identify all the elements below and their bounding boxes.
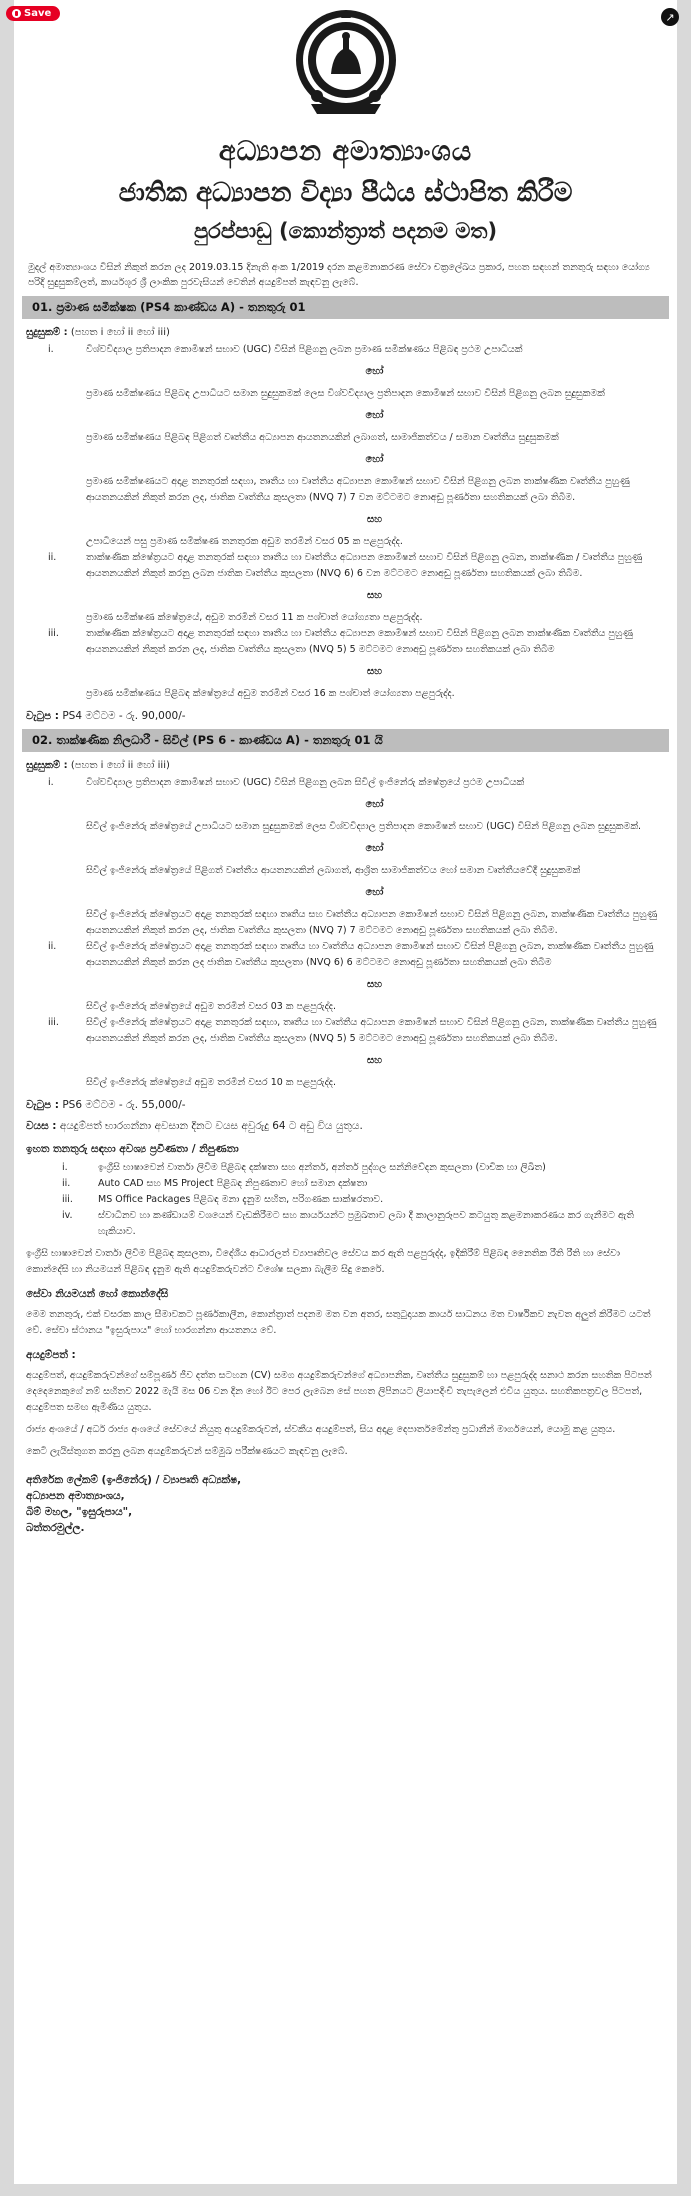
- item-body: [86, 1015, 663, 1091]
- item-paragraph: සිවිල් ඉංජිනේරු ක්ෂේත්‍රයේ අඩුම තරමින් වසර 03 ක පළපුරුද්ද.: [86, 1001, 337, 1012]
- item-paragraph: සිවිල් ඉංජිනේරු ක්ෂේත්‍රයට අදාළ තනතුරක් සඳහා, තෘතීය හා වෘත්තීය අධ්‍යාපන කොමිෂන් සභාව විසින් පිළිගනු ලබන, තාක්ෂණික වෘත්තීය පුහුණු ආයතනයකින් නිකුත් කරන ලද, ජාතික වෘත්තීය කුසලතා (NVQ 5) 5 මට්ටමට නොඅඩු පූර්ණතා සහතිකයක් ලබා තිබීම.: [86, 1017, 657, 1044]
- item-paragraph: ප්‍රමාණ සමීක්ෂණය පිළිබඳ පිළිගත් වෘත්තීය අධ්‍යාපන ආයතනයකින් ලබාගත්, සාමාජිකත්වය / සමාන වෘත්තීය සුදුසුකමක්: [86, 432, 559, 443]
- govt-applicants-text: රාජ්‍ය අංශයේ / අර්ධ රාජ්‍ය අංශයේ සේවයේ නියුතු අයදුම්කරුවන්, ස්වකීය අයදුම්පත්, සිය අදාළ දෙපාර්තමේන්තු ප්‍රධානීන් මාර්ගයෙන්, යොමු කළ යුතුය.: [26, 1424, 616, 1435]
- salary-value: PS6 මට්ටම - රු. 55,000/-: [62, 1099, 186, 1111]
- item-body: [86, 550, 663, 626]
- item-number: i.: [48, 344, 54, 355]
- sri-lanka-emblem-icon: [291, 4, 401, 122]
- apply-text: අයදුම්පත්, අයදුම්කරුවන්ගේ සම්පූර්ණ ජීව දත්ත සටහන (CV) සමග අයදුම්කරුවන්ගේ අධ්‍යාපනික, වෘත්තීය සුදුසුකම් හා පළපුරුද්ද සනාථ කරන සහතික පිටපත් දෙදෙනෙකුගේ නම් සහිතව 2022 මැයි මස 06 වන දින හෝ ඊට පෙර ලැබෙන සේ පහත ලිපිනයට ලියාපදිංචි තැපැලෙන් එවිය යුතුය. සහතිකපත්‍රවල පිටපත්, අයදුම්පත සමඟ ඇමිණිය යුතුය.: [26, 1370, 652, 1413]
- expand-icon[interactable]: ↗: [661, 8, 679, 26]
- item-body: [86, 939, 663, 1015]
- skill-number: iv.: [62, 1210, 73, 1221]
- conjunction: හෝ: [365, 410, 384, 421]
- qualification-item: [42, 1015, 663, 1091]
- skills-list: [22, 1160, 669, 1240]
- conjunction: සහ: [366, 514, 383, 525]
- item-paragraph: ප්‍රමාණ සමීක්ෂණය පිළිබඳ උපාධියට සමාන සුදුසුකමක් ලෙස විශ්වවිද්‍යාල ප්‍රතිපාදන කොමිෂන් සභාව විසින් පිළිගනු ලබන සුදුසුකමක්: [86, 388, 605, 399]
- conjunction: සහ: [366, 1055, 383, 1066]
- section-bar: 02. තාක්ෂණික නිලධාරී - සිවිල් (PS 6 - කාණ්ඩය A) - තනතුරු 01 යි: [22, 729, 669, 752]
- item-number: iii.: [48, 628, 59, 639]
- item-number: ii.: [48, 941, 57, 952]
- save-button[interactable]: [6, 6, 60, 21]
- salary-value: PS4 මට්ටම - රු. 90,000/-: [62, 710, 186, 722]
- item-paragraph: විශ්වවිද්‍යාල ප්‍රතිපාදන කොමිෂන් සභාව (UGC) විසින් පිළිගනු ලබන ප්‍රමාණ සමීක්ෂණය පිළිබඳ ප්‍රථම උපාධියක්: [86, 344, 523, 355]
- qualification-item: [42, 550, 663, 626]
- vacancy-sections: [22, 296, 669, 1112]
- skill-number: ii.: [62, 1178, 71, 1189]
- item-paragraph: සිවිල් ඉංජිනේරු ක්ෂේත්‍රයේ පිළිගත් වෘත්තීය ආයතනයකින් ලබාගත්, ආශ්‍රිත සාමාජිකත්වය හෝ සමාන වෘත්තීයවේදී සුදුසුකමක්: [86, 865, 581, 876]
- item-number: ii.: [48, 552, 57, 563]
- advertisement: [14, 0, 677, 2196]
- qualifications-label: [26, 327, 669, 338]
- conjunction: හෝ: [365, 454, 384, 465]
- note-paragraph: ඉංග්‍රීසි භාෂාවෙන් වාර්තා ලිවීම පිළිබඳ කුසලතා, විදේශීය ආධාරලත් ව්‍යාපෘතිවල සේවය කර ඇති පළපුරුද්ද, ඉදිකිරීම් පිළිබඳ නෛතික රීති රීති හා සේවා කොන්දේසි හා නියමයන් පිළිබඳ දැනුම ඇති අයදුම්කරුවන්ට විශේෂ සලකා බැලීම සිදු කෙරේ.: [26, 1248, 620, 1275]
- terms-heading: සේවා නියමයන් හෝ කොන්දේසි: [26, 1288, 169, 1300]
- qualifications-title: සුදුසුකම් :: [26, 327, 68, 338]
- apply-heading: අයදුම්පත් :: [26, 1349, 76, 1361]
- item-body: [86, 342, 663, 550]
- salary-label: වැටුප :: [26, 1099, 59, 1111]
- item-number: iii.: [48, 1017, 59, 1028]
- conjunction: සහ: [366, 979, 383, 990]
- qualification-item: [42, 626, 663, 702]
- address-line: බත්තරමුල්ල.: [26, 1522, 85, 1534]
- item-paragraph: ප්‍රමාණ සමීක්ෂණය පිළිබඳ ක්ෂේත්‍රයේ අඩුම තරමින් වසර 16 ක පශ්චාත් යෝග්‍යතා පළපුරුද්ද.: [86, 688, 455, 699]
- save-label: Save: [24, 8, 52, 19]
- skill-number: iii.: [62, 1194, 73, 1205]
- ministry-title: අධ්‍යාපන අමාත්‍යාංශය: [218, 136, 473, 167]
- skill-item: [62, 1176, 669, 1192]
- qualification-item: [42, 342, 663, 550]
- skill-text: Auto CAD සහ MS Project පිළිබඳ නිපුණතාව හෝ සමාන දක්ෂතා: [98, 1178, 368, 1189]
- conjunction: සහ: [366, 590, 383, 601]
- intro-paragraph: මුදල් අමාත්‍යාංශය විසින් නිකුත් කරන ලද 2019.03.15 දිනැති අංක 1/2019 දරන කළමනාකරණ සේවා චක්‍රලේඛය ප්‍රකාර, පහත සඳහන් තනතුරු සඳහා යෝග්‍ය පරිදි සුදුසුකම්ලත්, කාර්යශූර ශ්‍රී ලාංකික පුරවැසියන් වෙතින් අයදුම්පත් කැඳවනු ලැබේ.: [28, 262, 650, 288]
- salary-label: වැටුප :: [26, 710, 59, 722]
- section-bar: 01. ප්‍රමාණ සමීක්ෂක (PS4 කාණ්ඩය A) - තනතුරු 01: [22, 296, 669, 319]
- conjunction: හෝ: [365, 366, 384, 377]
- item-paragraph: සිවිල් ඉංජිනේරු ක්ෂේත්‍රයට අදාළ තනතුරක් සඳහා තෘතීය සහ වෘත්තීය අධ්‍යාපන කොමිෂන් සභාව විසින් පිළිගනු ලබන, තාක්ෂණික වෘත්තීය පුහුණු ආයතනයකින් නිකුත් කරන ලද, ජාතික වෘත්තීය කුසලතා (NVQ 7) 7 මට්ටමට නොඅඩු පූර්ණතා සහතිකයක් ලබා තිබීම.: [86, 909, 658, 936]
- item-paragraph: ප්‍රමාණ සමීක්ෂණයට අදාළ තනතුරක් සඳහා, තෘතීය හා වෘත්තීය අධ්‍යාපන කොමිෂන් සභාව විසින් පිළිගනු ලබන තාක්ෂණික වෘත්තීය පුහුණු ආයතනයකින් නිකුත් කරන ලද, ජාතික වෘත්තීය කුසලතා (NVQ 7) 7 වන මට්ටමට නොඅඩු පූර්ණතා සහතිකයක් ලබා තිබීම.: [86, 476, 630, 503]
- conjunction: හෝ: [365, 887, 384, 898]
- age-text: අයදුම්පත් භාරගන්නා අවසාන දිනට වයස අවුරුදු 64 ට අඩු විය යුතුය.: [59, 1120, 363, 1132]
- conjunction: හෝ: [365, 843, 384, 854]
- headline: ජාතික අධ්‍යාපන විද්‍යා පීඨය ස්ථාපිත කිරීම: [118, 178, 573, 208]
- sub-headline: පුරප්පාඩු (කොන්ත්‍රාත් පදනම මත): [193, 219, 498, 243]
- item-paragraph: උපාධියෙන් පසු ප්‍රමාණ සමීක්ෂණ තනතුරක අඩුම තරමින් වසර 05 ක පළපුරුද්ද.: [86, 536, 403, 547]
- shortlist-text: කෙටි ලැයිස්තුගත කරනු ලබන අයදුම්කරුවන් සම්මුඛ පරීක්ෂණයට කැඳවනු ලැබේ.: [26, 1446, 348, 1457]
- skill-item: [62, 1192, 669, 1208]
- item-number: i.: [48, 777, 54, 788]
- skill-number: i.: [62, 1162, 68, 1173]
- pin-icon: [12, 9, 21, 18]
- salary-line: [26, 1099, 669, 1112]
- qualifications-title: සුදුසුකම් :: [26, 760, 68, 771]
- skill-text: MS Office Packages පිළිබඳ මනා දැනුම සහිත, පරිගණක සාක්ෂරතාව.: [98, 1194, 384, 1205]
- item-paragraph: සිවිල් ඉංජිනේරු ක්ෂේත්‍රයට අදාළ තනතුරක් සඳහා තෘතීය හා වෘත්තීය අධ්‍යාපන කොමිෂන් සභාව විසින් පිළිගනු ලබන, තාක්ෂණික වෘත්තීය පුහුණු ආයතනයකින් නිකුත් කරන ලද ජාතික වෘත්තීය කුසලතා (NVQ 6) 6 මට්ටමට නොඅඩු පූර්ණතා සහතිකයක් ලබා තිබීම: [86, 941, 654, 968]
- item-paragraph: සිවිල් ඉංජිනේරු ක්ෂේත්‍රයේ උපාධියට සමාන සුදුසුකමක් ලෙස විශ්වවිද්‍යාල ප්‍රතිපාදන කොමිෂන් සභාව (UGC) විසින් පිළිගනු ලබන සුදුසුකමක්.: [86, 821, 642, 832]
- qualification-item: [42, 775, 663, 939]
- qualification-item: [42, 939, 663, 1015]
- item-paragraph: තාක්ෂණික ක්ෂේත්‍රයට අදාළ තනතුරක් සඳහා තෘතීය හා වෘත්තීය අධ්‍යාපන කොමිෂන් සභාව විසින් පිළිගනු ලබන, තාක්ෂණික / වෘත්තීය පුහුණු ආයතනයකින් නිකුත් කරනු ලබන ජාතික වෘත්තීය කුසලතා (NVQ 6) 6 වන මට්ටමට නොඅඩු පූර්ණතා සහතිකයක් ලබා තිබීම.: [86, 552, 643, 579]
- conjunction: හෝ: [365, 799, 384, 810]
- skill-item: [62, 1208, 669, 1240]
- age-line: [26, 1120, 669, 1133]
- bottom-strip: [0, 2184, 691, 2196]
- skill-item: [62, 1160, 669, 1176]
- skills-heading: ඉහත තනතුරු සඳහා අවශ්‍ය ප්‍රවීණතා / නිපුණතා: [26, 1143, 239, 1155]
- salary-line: [26, 710, 669, 723]
- conjunction: සහ: [366, 666, 383, 677]
- address-line: අධ්‍යාපන අමාත්‍යාංශය,: [26, 1490, 125, 1502]
- terms-text: මෙම තනතුරු, එක් වසරක කාල සීමාවකට පූර්ණකාලීන, කොන්ත්‍රාත් පදනම මත වන අතර, සතුටුදායක කාර්ය සාධනය මත වාර්ෂිකව නැවත අලුත් කිරීමට යටත් වේ. සේවා ස්ථානය "ඉසුරුපාය" හෝ භාරගන්නා ආයතනය වේ.: [26, 1309, 651, 1336]
- item-paragraph: ප්‍රමාණ සමීක්ෂණ ක්ෂේත්‍රයේ, අඩුම තරමින් වසර 11 ක පශ්චාත් යෝග්‍යතා පළපුරුද්ද.: [86, 612, 423, 623]
- qualifications-label: [26, 760, 669, 771]
- address-block: [26, 1472, 669, 1536]
- item-body: [86, 626, 663, 702]
- qualifications-note: (පහත i හෝ ii හෝ iii): [70, 760, 170, 771]
- skill-text: ස්වාධීනව හා කණ්ඩායම් වශයෙන් වැඩකිරීමට සහ කාර්යයන්ට ප්‍රමුඛතාව ලබා දී කාලානුරූපව කටයුතු කළමනාකරණය කර ගැනීමට ඇති හැකියාව.: [98, 1210, 634, 1237]
- item-paragraph: තාක්ෂණික ක්ෂේත්‍රයට අදාළ තනතුරක් සඳහා තෘතීය හා වෘත්තීය අධ්‍යාපන කොමිෂන් සභාව විසින් පිළිගනු ලබන තාක්ෂණික වෘත්තීය පුහුණු ආයතනයකින් නිකුත් කරන ලද, ජාතික වෘත්තීය කුසලතා (NVQ 5) 5 මට්ටමට නොඅඩු පූර්ණතා සහතිකයක් ලබා තිබීම: [86, 628, 633, 655]
- qualifications-note: (පහත i හෝ ii හෝ iii): [70, 327, 170, 338]
- address-line: බිම් මහල, "ඉසුරුපාය",: [26, 1506, 133, 1518]
- skill-text: ඉංග්‍රීසි භාෂාවෙන් වාර්තා ලිවීම පිළිබඳ දක්ෂතා සහ අන්තර්, අන්තර් පුද්ගල සන්නිවේදන කුසලතා (වාචික හා ලිඛිත): [98, 1162, 546, 1173]
- item-paragraph: සිවිල් ඉංජිනේරු ක්ෂේත්‍රයේ අඩුම තරමින් වසර 10 ක පළපුරුද්ද.: [86, 1077, 337, 1088]
- age-label: වයස :: [26, 1120, 57, 1132]
- item-paragraph: විශ්වවිද්‍යාල ප්‍රතිපාදන කොමිෂන් සභාව (UGC) විසින් පිළිගනු ලබන සිවිල් ඉංජිනේරු ක්ෂේත්‍රයේ ප්‍රථම උපාධියක්: [86, 777, 525, 788]
- address-line: අතිරේක ලේකම් (ඉංජිනේරු) / ව්‍යාපෘති අධ්‍යක්ෂ,: [26, 1474, 242, 1486]
- item-body: [86, 775, 663, 939]
